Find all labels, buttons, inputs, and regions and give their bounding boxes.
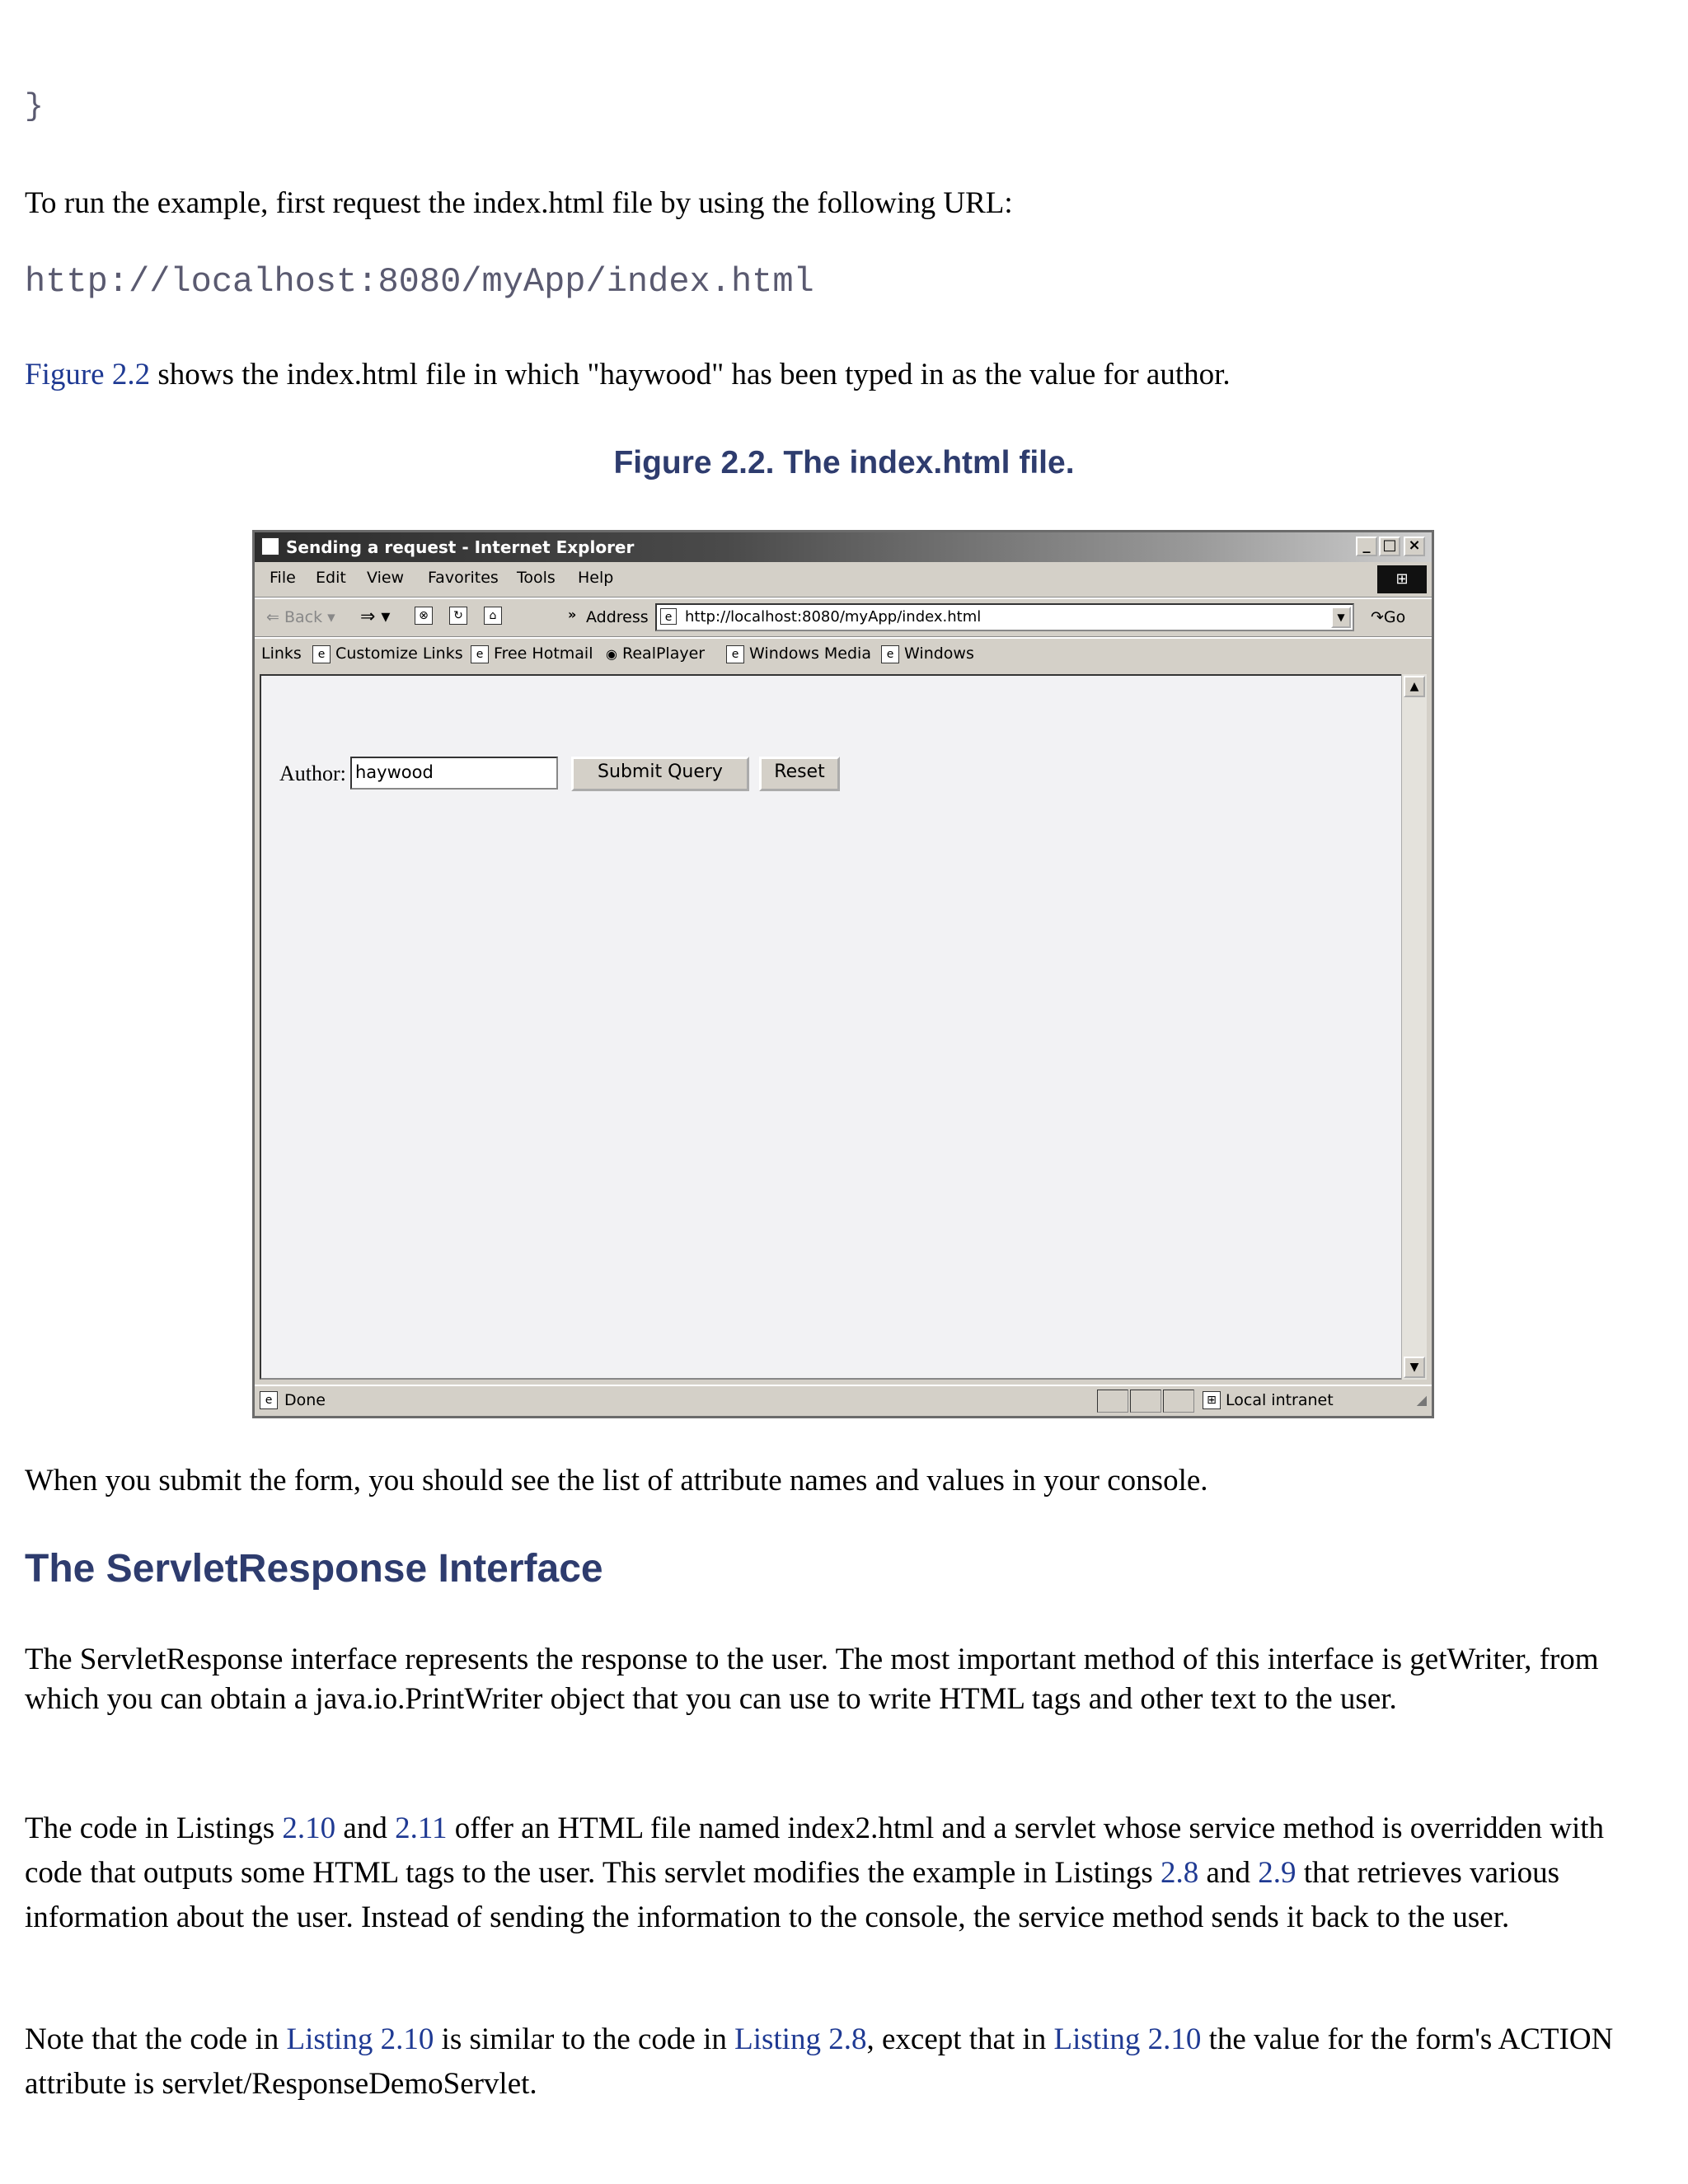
paragraph-figure-ref [25,354,1665,396]
vertical-scrollbar[interactable] [1401,674,1427,1380]
forward-icon[interactable]: ⇒ ▾ [360,607,391,627]
link-listing-2-10[interactable]: 2.10 [282,1811,336,1845]
menu-tools[interactable]: Tools [517,569,556,587]
menu-file[interactable]: File [270,569,296,587]
section-heading: The ServletResponse Interface [25,1547,603,1591]
address-dropdown-icon[interactable]: ▼ [1331,607,1351,628]
text-segment: offer an HTML file named index2.html and a servlet whose service method is overridden with code that outputs some HTML tags to the user. This servlet modifies the example in Listings [25,1811,1605,1890]
status-panel [1130,1390,1161,1413]
address-label: Address [586,608,649,626]
link-listing-2-9[interactable]: 2.9 [1258,1856,1296,1890]
code-closing-brace: } [25,89,44,124]
text-segment: Note that the code in [25,2022,287,2056]
text-segment: the value for the form's ACTION attribute is servlet/ResponseDemoServlet. [25,2022,1614,2101]
link-listing-2-10[interactable]: Listing 2.10 [286,2022,434,2056]
stop-icon[interactable]: ⊗ [415,607,433,625]
back-label: Back [284,608,323,626]
browser-window-screenshot [252,530,1434,1418]
go-label: Go [1383,608,1406,626]
menu-bar [255,562,1432,597]
link-windows-media-label: Windows Media [749,644,871,663]
intranet-icon: ⊞ [1203,1391,1221,1409]
separator [255,597,1432,599]
status-panel [1163,1390,1194,1413]
minimize-button[interactable]: _ [1356,537,1377,556]
page-icon: e [260,1391,278,1409]
figure-caption: Figure 2.2. The index.html file. [613,445,1075,480]
link-listing-2-8[interactable]: 2.8 [1160,1856,1199,1890]
window-title: Sending a request - Internet Explorer [286,537,635,557]
link-realplayer[interactable] [606,644,705,663]
link-realplayer-label: RealPlayer [622,644,706,663]
status-bar [255,1385,1432,1416]
submit-query-button[interactable]: Submit Query [571,757,749,791]
paragraph-note [25,2018,1665,2107]
links-bar [255,638,1432,671]
text-segment: and [335,1811,396,1845]
menu-view[interactable]: View [367,569,405,587]
link-listing-2-11[interactable]: 2.11 [395,1811,448,1845]
resize-grip-icon[interactable]: ◢ [1416,1392,1427,1408]
text-segment: The code in Listings [25,1811,283,1845]
windows-logo-icon: ⊞ [1377,565,1427,593]
link-listing-2-8[interactable]: Listing 2.8 [734,2022,867,2056]
link-windows-label: Windows [904,644,974,663]
author-label: Author: [279,762,346,785]
address-value: http://localhost:8080/myApp/index.html [685,608,982,626]
realplayer-icon: ◉ [606,646,617,662]
page-icon: e [471,645,489,663]
scroll-up-icon[interactable]: ▲ [1404,676,1425,697]
page-icon: e [881,645,899,663]
go-button[interactable]: ↷Go [1371,608,1406,626]
window-titlebar [255,532,1432,562]
links-label: Links [261,644,302,663]
url-code: http://localhost:8080/myApp/index.html [25,262,814,302]
page-icon: e [660,608,677,625]
link-hotmail[interactable] [471,644,593,663]
paragraph-run-example: To run the example, first request the index.html file by using the following URL: [25,186,1013,220]
link-hotmail-label: Free Hotmail [494,644,593,663]
link-windows-media[interactable] [726,644,871,663]
page-content-area [260,674,1407,1380]
ie-logo-icon: e [261,537,279,555]
reset-button[interactable]: Reset [759,757,840,791]
link-listing-2-10[interactable]: Listing 2.10 [1053,2022,1202,2056]
paragraph-servlet-response: The ServletResponse interface represents the response to the user. The most important method of this interface is getWriter, from which you can obtain a java.io.PrintWriter object that you can use to write HTML tags and other text to the user. [25,1643,1599,1716]
home-icon[interactable]: ⌂ [484,607,502,625]
menu-edit[interactable]: Edit [316,569,346,587]
refresh-icon[interactable]: ↻ [449,607,467,625]
maximize-button[interactable]: □ [1379,537,1400,556]
text-segment: is similar to the code in [434,2022,735,2056]
page-icon: e [726,645,744,663]
text-segment: that retrieves various information about the user. Instead of sending the information to the console, the service method sends it back to the user. [25,1856,1560,1934]
figure-link[interactable]: Figure 2.2 [25,358,151,391]
text-segment: and [1198,1856,1259,1890]
back-button[interactable]: ⇐ Back ▾ [266,608,335,626]
scroll-down-icon[interactable]: ▼ [1404,1357,1425,1378]
link-windows[interactable] [881,644,974,663]
close-button[interactable]: × [1404,537,1425,556]
chevron-more-icon[interactable]: » [568,607,577,622]
paragraph-listings [25,1807,1665,1940]
page-icon: e [312,645,331,663]
zone-text: Local intranet [1226,1391,1334,1409]
figure-ref-text: shows the index.html file in which "haywood" has been typed in as the value for author. [150,358,1231,391]
link-customize-label: Customize Links [335,644,463,663]
menu-help[interactable]: Help [578,569,614,587]
menu-favorites[interactable]: Favorites [428,569,499,587]
address-field[interactable] [655,603,1354,631]
status-panel [1097,1390,1128,1413]
toolbar-row [255,600,1432,636]
status-text: Done [284,1391,326,1409]
author-input[interactable]: haywood [350,757,558,790]
paragraph-submit-form: When you submit the form, you should see the list of attribute names and values in your console. [25,1464,1208,1497]
text-segment: , except that in [866,2022,1054,2056]
link-customize[interactable] [312,644,463,663]
